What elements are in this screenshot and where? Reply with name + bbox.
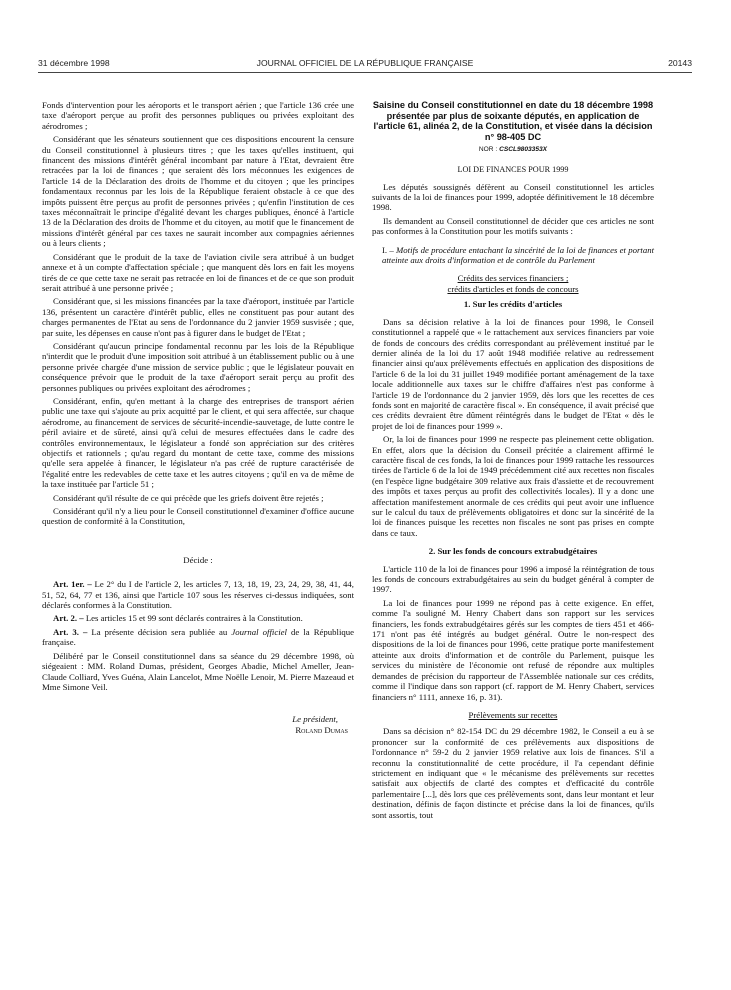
- article-3: [42, 627, 354, 648]
- article-1: [42, 579, 354, 610]
- article-3-label: Art. 3. –: [53, 626, 88, 637]
- nor-code: CSCL9803353X: [499, 145, 548, 153]
- paragraph: Dans sa décision relative à la loi de finances pour 1998, le Conseil constitutionnel a rappelé que « le rattachement aux services financiers par voie de fonds de concours des crédits correspondant au prélèvement institué par le dernier alinéa de la loi du 17 août 1948 modifiée relative au redressement financier ainsi qu'aux prélèvements effectués en application des dispositions de l'article 6 de la loi du 31 juillet 1949 modifiée portant aménagement de la taxe locale additionnelle aux taxes sur le chiffre d'affaires n'est pas conforme à l'article 19 de l'ordonnance du 2 janvier 1959, dès lors que les recettes de ces fonds sont en majorité de caractère fiscal ». En conséquence, il avait précisé que ces crédits devraient être dûment réintégrés dans le budget de l'Etat « dès le projet de loi de finances pour 1999 ».: [372, 316, 654, 431]
- paragraph: Considérant, enfin, qu'en mettant à la charge des entreprises de transport aérien public une taxe qui s'ajoute au prix acquitté par le client, et qui sera affectée, sur chaque aérodrome, au financement de services de sécurité-incendie-sauvetage, de lutte contre le péril aviaire et de sûreté, ainsi qu'à celui de mesures effectuées dans le cadre des contrôles environnementaux, le législateur a fondé son appréciation sur des critères objectifs et rationnels ; qu'au regard du montant de cette taxe, comme des missions qu'elle sera appelée à financer, le législateur n'a pas créé de rupture caractérisée de l'égalité entre les redevables de cette taxe et les autres citoyens ; qu'il en va de même de la taxe instituée par l'article 51 ;: [42, 395, 354, 490]
- section-heading: 1. Sur les crédits d'articles: [463, 299, 563, 310]
- header-page-number: 20143: [668, 58, 692, 68]
- article-1-label: Art. 1er. –: [53, 579, 92, 590]
- nor-reference: [372, 145, 654, 155]
- article-2-label: Art. 2. –: [53, 613, 84, 624]
- section-number: I. –: [382, 244, 394, 255]
- article-3-text: La présente décision sera publiée au: [91, 626, 228, 637]
- subheading: Prélèvements sur recettes: [468, 709, 558, 720]
- article-3-journal: Journal officiel: [231, 626, 287, 637]
- paragraph: Fonds d'intervention pour les aéroports et le transport aérien ; que l'article 136 crée une taxe d'aéroport perçue au profit des personnes publiques ou privées exploitant des aérodromes ;: [42, 100, 354, 131]
- law-title: LOI DE FINANCES POUR 1999: [457, 165, 569, 175]
- saisine-title: Saisine du Conseil constitutionnel en date du 18 décembre 1998 présentée par plus de soixante députés, en application de l'article 61, alinéa 2, de la Constitution, et visée dans la décision n° 98-405 DC: [372, 100, 654, 143]
- paragraph: Les députés soussignés défèrent au Conseil constitutionnel les articles suivants de la loi de finances pour 1999, adoptée définitivement le 18 décembre 1998.: [372, 181, 654, 213]
- signature: [42, 714, 348, 735]
- paragraph: Considérant qu'il résulte de ce qui précède que les griefs doivent être rejetés ;: [53, 492, 324, 503]
- running-header: [38, 58, 692, 72]
- signature-name: Roland Dumas: [295, 724, 348, 735]
- article-2-text: Les articles 15 et 99 sont déclarés contraires à la Constitution.: [85, 613, 303, 624]
- section-heading: Motifs de procédure entachant la sincérité de la loi de finances et portant atteinte aux droits d'information et de contrôle du Parlement: [382, 244, 654, 266]
- nor-label: NOR :: [478, 145, 498, 153]
- section-motifs: [372, 245, 654, 266]
- decision-heading: Décide :: [183, 554, 213, 565]
- right-column: [372, 100, 654, 823]
- article-1-text: Le 2° du I de l'article 2, les articles 7, 13, 18, 19, 23, 24, 29, 38, 41, 44, 51, 52, 64, 77 et 136, ainsi que l'article 107 sous les réserves ci-dessus indiquées, sont déclarés conformes à la Constitution.: [42, 579, 354, 611]
- article-2: [42, 613, 354, 623]
- deliberation: Délibéré par le Conseil constitutionnel dans sa séance du 29 décembre 1998, où siégeaient : MM. Roland Dumas, président, Georges Abadie, Michel Ameller, Jean-Claude Colliard, Yves Guéna, Alain Lancelot, Mme Noëlle Lenoir, M. Pierre Mazeaud et Mme Simone Veil.: [42, 650, 354, 692]
- paragraph: Considérant que les sénateurs soutiennent que ces dispositions encourent la censure du Conseil constitutionnel à plusieurs titres ; que les taxes qu'elles instituent, qui financent des missions d'intérêt général incombant par nature à l'Etat, devraient être retracées par la loi de finances ; que seraient dès lors méconnues les exigences de l'article 14 de la Déclaration des droits de l'homme et du citoyen ; que les principes fondamentaux reconnus par les lois de la République feraient obstacle à ce que des impôts puissent être perçus au profit de personnes privées ; qu'enfin l'institution de ces taxes méconnaîtrait le principe d'égalité devant les charges publiques, énoncé à l'article 13 de la Déclaration des droits de l'homme et du citoyen, au motif que le financement de missions d'intérêt général par ces taxes ne saurait incomber aux compagnies aériennes ou à leurs clients ;: [42, 134, 354, 249]
- paragraph: La loi de finances pour 1999 ne répond pas à cette exigence. En effet, comme l'a souligné M. Henry Chabert dans son rapport sur les services financiers, les fonds extrabudgétaires gérés sur les comptes de tiers 451 et 466-171 n'ont pas été intégrés au budget général. Outre le non-respect des dispositions de la loi de finances pour 1996, cette pratique porte manifestement atteinte aux droits d'information et de contrôle du Parlement, puisque les services du ministère de l'économie ont refusé de répondre aux multiples demandes de précision du rapporteur de l'Assemblée nationale sur ces crédits, comme il l'indique dans son rapport (cf. rapport de M. Henry Chabert, services financiers n° 1111, annexe 16, p. 31).: [372, 597, 654, 702]
- paragraph: Ils demandent au Conseil constitutionnel de décider que ces articles ne sont pas conformes à la Constitution pour les motifs suivants :: [372, 215, 654, 237]
- header-journal-title: JOURNAL OFFICIEL DE LA RÉPUBLIQUE FRANÇAISE: [256, 58, 474, 68]
- article-3-text-end: de la République française.: [42, 626, 355, 648]
- paragraph: Considérant que le produit de la taxe de l'aviation civile sera attribué à un budget annexe et à un compte d'affectation spéciale ; que manquent dès lors en fait les moyens tirés de ce que cette taxe ne serait pas retracée en loi de finances et de ce que son produit serait attribué à une personne privée ;: [42, 251, 354, 293]
- section-heading: 2. Sur les fonds de concours extrabudgétaires: [428, 546, 598, 557]
- subheading: Crédits des services financiers ;: [457, 273, 569, 284]
- paragraph: Or, la loi de finances pour 1999 ne respecte pas pleinement cette obligation. En effet, alors que la décision du Conseil précitée a clairement affirmé le caractère fiscal de ces fonds, la loi de finances pour 1999 rattache les ressources tirées de l'article 6 de la loi de 1949 précédemment cité aux recettes non fiscales (en l'espèce ligne budgétaire 309 relative aux frais d'assiette et de recouvrement des impôts et taxes perçus au profit des collectivités locales). Il y a donc une affectation manifestement anormale de ces crédits qui peut avoir une influence sur le calcul du taux de prélèvements obligatoires et donc sur la sincérité de la loi de finances puisque les recettes non fiscales ne sont pas prises en compte dans ce taux.: [372, 434, 654, 538]
- signature-role: Le président,: [292, 714, 338, 725]
- paragraph: Dans sa décision n° 82-154 DC du 29 décembre 1982, le Conseil a eu à se prononcer sur la conformité de ces prélèvements aux dispositions de l'ordonnance n° 59-2 du 2 janvier 1959 relative aux lois de finances. S'il a reconnu la constitutionnalité de cette procédure, il l'a cependant définie strictement en indiquant que « le mécanisme des prélèvements sur recettes satisfait aux objectifs de clarté des comptes et d'efficacité du contrôle parlementaire [...], dès lors que ces prélèvements sont, dans leur montant et leur destination, définis de façon distincte et précise dans la loi de finances, qu'ils sont assortis, tout: [372, 726, 654, 820]
- left-column: [42, 100, 354, 735]
- subheading: crédits d'articles et fonds de concours: [447, 283, 579, 294]
- paragraph: Considérant que, si les missions financées par la taxe d'aéroport, instituée par l'article 136, présentent un caractère d'intérêt public, elles ne constituent pas pour autant des charges permanentes de l'Etat au sens de l'ordonnance du 2 janvier 1959 susvisée ; que, par suite, les dépenses en cause n'ont pas à figurer dans le budget de l'Etat ;: [42, 296, 354, 338]
- header-date: 31 décembre 1998: [38, 58, 110, 68]
- header-rule: [38, 72, 692, 73]
- paragraph: L'article 110 de la loi de finances pour 1996 a imposé la réintégration de tous les fonds de concours extrabudgétaires au sein du budget général à compter de 1997.: [372, 563, 654, 595]
- paragraph: Considérant qu'il n'y a lieu pour le Conseil constitutionnel d'examiner d'office aucune question de conformité à la Constitution,: [42, 506, 354, 527]
- paragraph: Considérant qu'aucun principe fondamental reconnu par les lois de la République n'interdit que le produit d'une imposition soit attribué à un établissement public ou à une personne privée chargée d'une mission de service public ; que le législateur pouvait en conséquence prévoir que le produit de la taxe d'aéroport serait perçu au profit des personnes publiques ou privées exploitant des aérodromes ;: [42, 340, 354, 393]
